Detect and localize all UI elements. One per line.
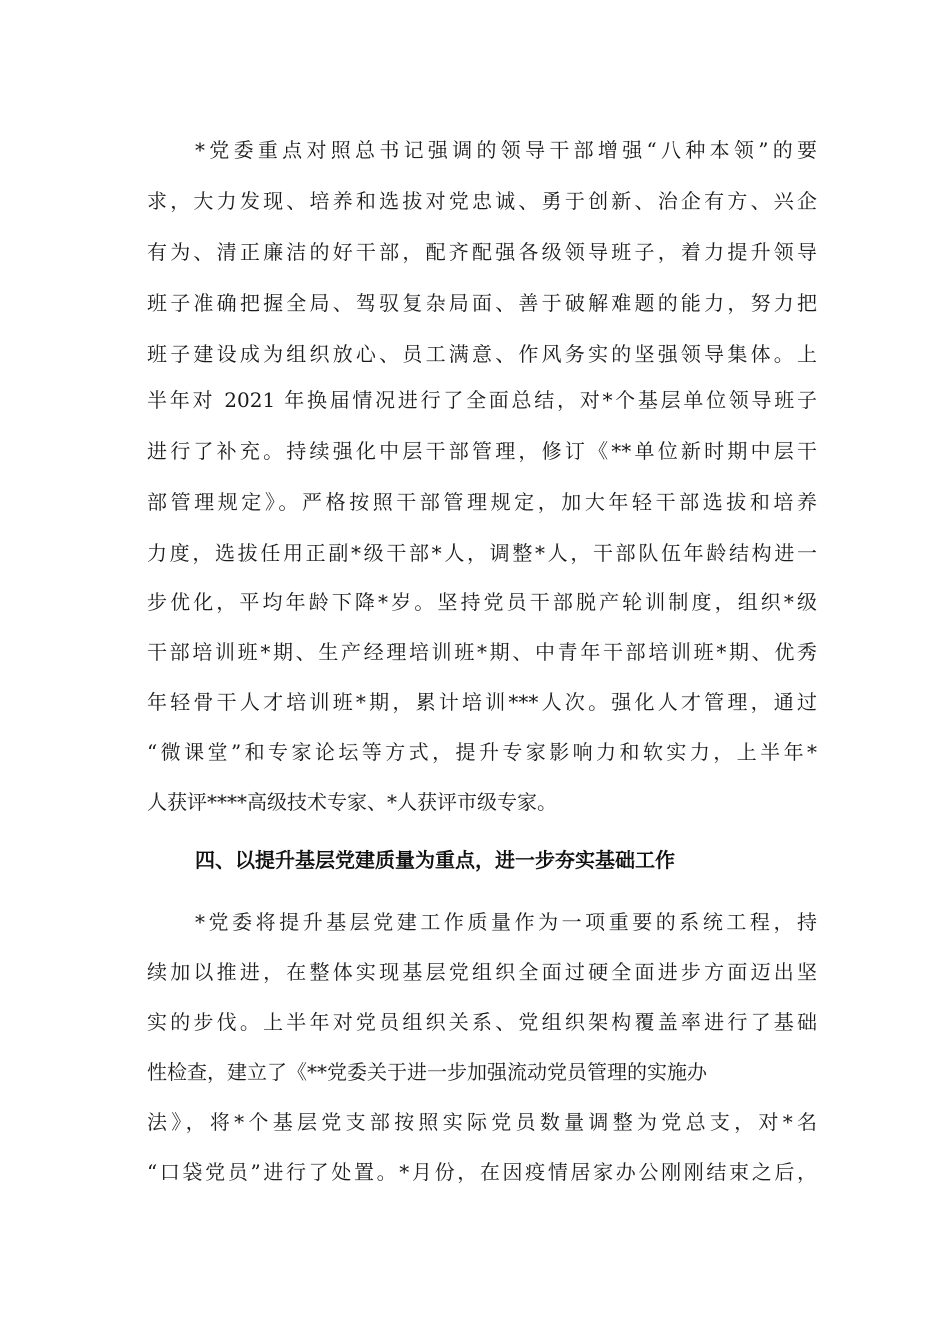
section-heading: 四、以提升基层党建质量为重点，进一步夯实基础工作 xyxy=(195,848,675,872)
paragraph1-line-4: 班子准确把握全局、驾驭复杂局面、善于破解难题的能力，努力把 xyxy=(147,291,817,315)
paragraph1-line-3: 有为、清正廉洁的好干部，配齐配强各级领导班子，着力提升领导 xyxy=(147,240,817,264)
paragraph1-line-12: 年轻骨干人才培训班*期，累计培训***人次。强化人才管理，通过 xyxy=(147,690,817,714)
paragraph2-line-5: 法》，将*个基层党支部按照实际党员数量调整为党总支，对*名 xyxy=(147,1110,817,1134)
paragraph2-line-4: 性检查，建立了《**党委关于进一步加强流动党员管理的实施办 xyxy=(147,1060,707,1084)
paragraph2-line-2: 续加以推进，在整体实现基层党组织全面过硬全面进步方面迈出坚 xyxy=(147,960,817,984)
paragraph1-line-1: *党委重点对照总书记强调的领导干部增强“八种本领”的要 xyxy=(195,138,817,162)
paragraph1-line-6: 半年对 2021 年换届情况进行了全面总结，对*个基层单位领导班子 xyxy=(147,388,817,412)
paragraph1-line-14: 人获评****高级技术专家、*人获评市级专家。 xyxy=(147,790,557,814)
paragraph1-line-13: “微课堂”和专家论坛等方式，提升专家影响力和软实力，上半年* xyxy=(147,740,817,764)
paragraph2-line-6: “口袋党员”进行了处置。*月份，在因疫情居家办公刚刚结束之后， xyxy=(147,1160,817,1184)
paragraph1-line-7: 进行了补充。持续强化中层干部管理，修订《**单位新时期中层干 xyxy=(147,439,817,463)
paragraph2-line-1: *党委将提升基层党建工作质量作为一项重要的系统工程，持 xyxy=(195,910,817,934)
paragraph1-line-9: 力度，选拔任用正副*级干部*人，调整*人，干部队伍年龄结构进一 xyxy=(147,541,817,565)
paragraph1-line-11: 干部培训班*期、生产经理培训班*期、中青年干部培训班*期、优秀 xyxy=(147,640,817,664)
paragraph1-line-8: 部管理规定》。严格按照干部管理规定，加大年轻干部选拔和培养 xyxy=(147,490,817,514)
paragraph2-line-3: 实的步伐。上半年对党员组织关系、党组织架构覆盖率进行了基础 xyxy=(147,1010,817,1034)
paragraph1-line-10: 步优化，平均年龄下降*岁。坚持党员干部脱产轮训制度，组织*级 xyxy=(147,590,817,614)
paragraph1-line-5: 班子建设成为组织放心、员工满意、作风务实的坚强领导集体。上 xyxy=(147,342,817,366)
paragraph1-line-2: 求，大力发现、培养和选拔对党忠诚、勇于创新、治企有方、兴企 xyxy=(147,189,817,213)
